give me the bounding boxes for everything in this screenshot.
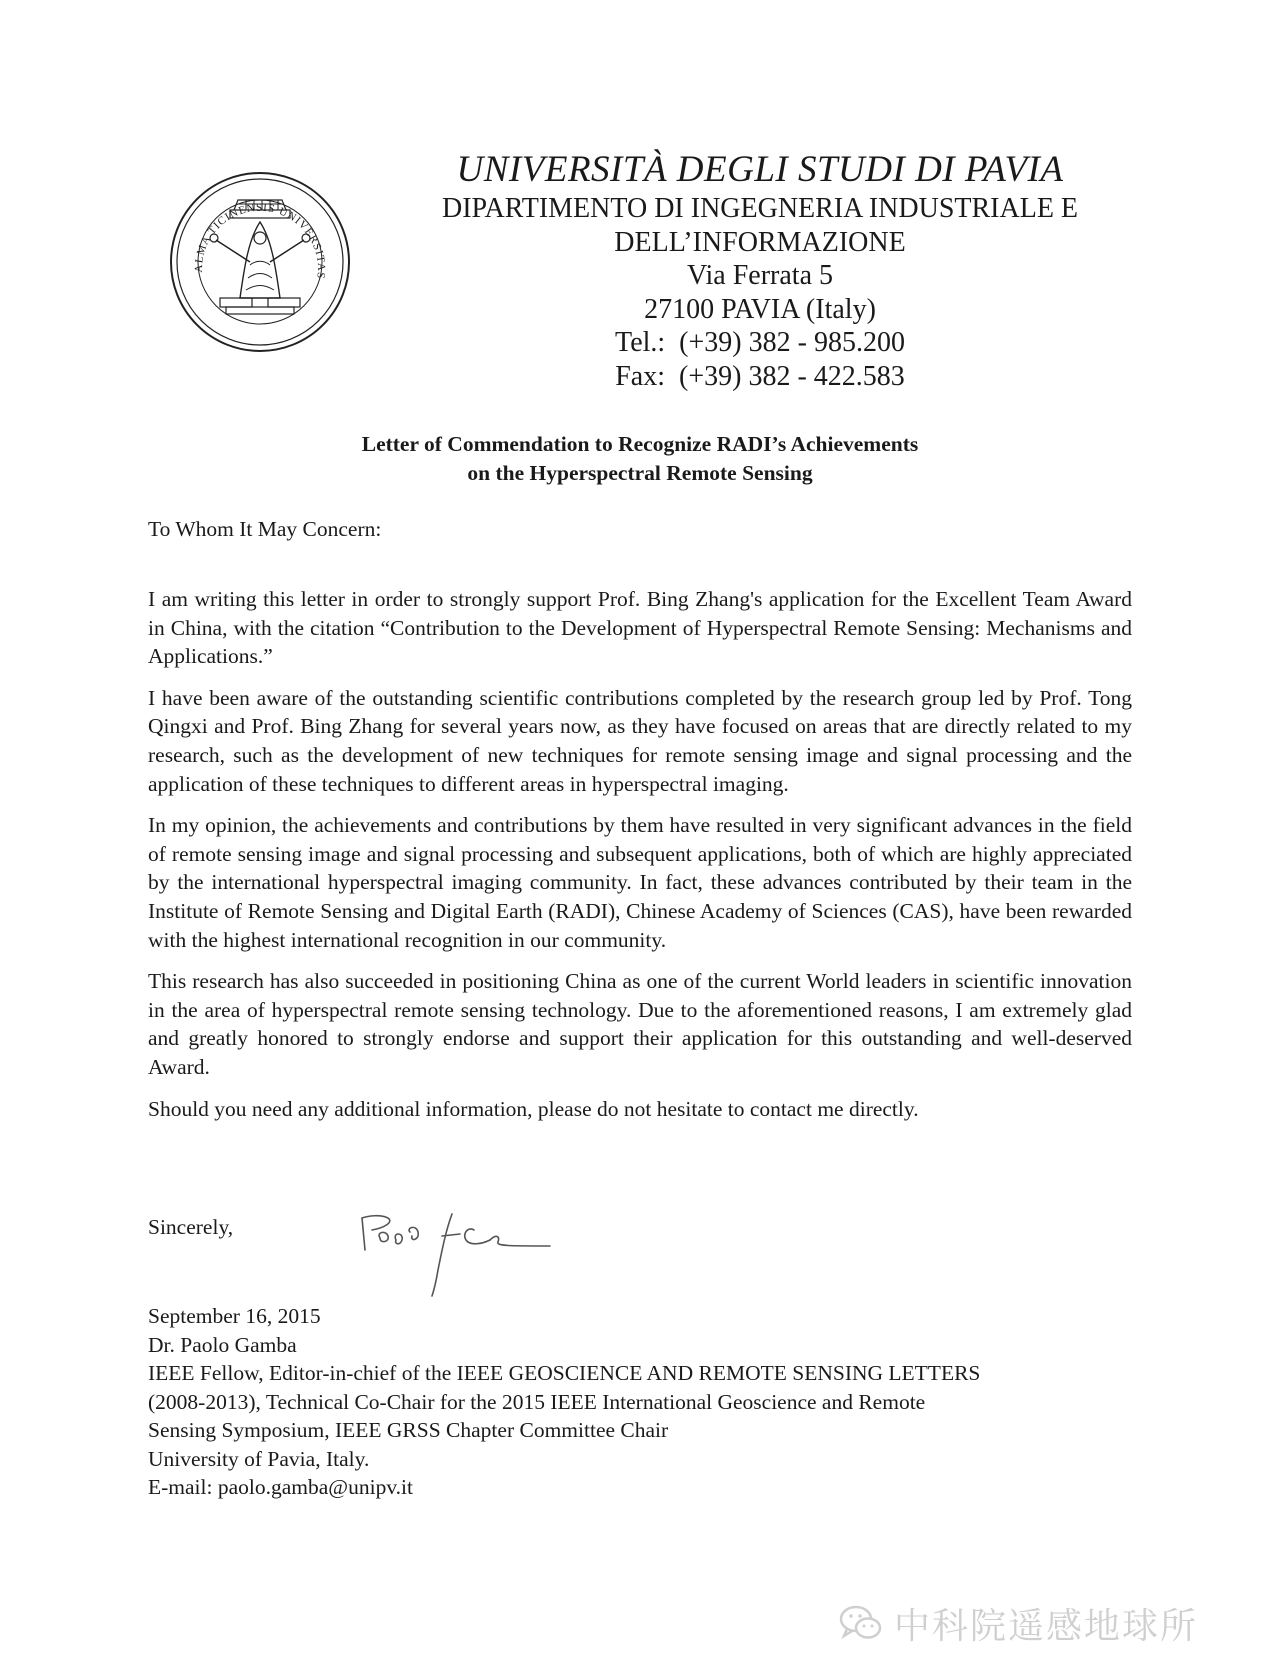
department-line-1: DIPARTIMENTO DI INGEGNERIA INDUSTRIALE E (441, 193, 1079, 224)
telephone: Tel.: (+39) 382 - 985.200 (615, 327, 905, 358)
letter-subject (200, 430, 1080, 488)
signature-block (148, 1302, 1128, 1502)
body-paragraph: This research has also succeeded in positioning China as one of the current World leaders in scientific innovation in the area of hyperspectral remote sensing technology. Due to the aforementioned reasons, I am extremely glad and greatly honored to strongly endorse and support their application for this outstanding and well-deserved Award. (148, 969, 1132, 1079)
signer-affiliation: University of Pavia, Italy. (148, 1446, 370, 1471)
body-paragraph: I have been aware of the outstanding scientific contributions completed by the research group led by Prof. Tong Qingxi and Prof. Bing Zhang for several years now, as they have focused on areas that are directly related to my research, such as the development of new techniques for remote sensing image and signal processing and the application of these techniques to different areas in hyperspectral imaging. (148, 685, 1132, 796)
svg-text:ALMA TICINENSIS UNIVERSITAS (193, 202, 327, 280)
body-paragraph: In my opinion, the achievements and contributions by them have resulted in very significant advances in the field of remote sensing image and signal processing and subsequent applications, both of which are highly appreciated by the international hyperspectral imaging community. In fact, these advances contributed by their team in the Institute of Remote Sensing and Digital Earth (RADI), Chinese Academy of Sciences (CAS), have been rewarded with the highest international recognition in our community. (148, 813, 1132, 952)
body-paragraph: I am writing this letter in order to strongly support Prof. Bing Zhang's application for the Excellent Team Award in China, with the citation “Contribution to the Development of Hyperspectral Remote Sensing: Mechanisms and Applications.” (148, 587, 1132, 669)
letter-date: September 16, 2015 (148, 1304, 321, 1328)
city-address: 27100 PAVIA (Italy) (644, 293, 876, 325)
watermark-text: 中科院遥感地球所 (894, 1605, 1199, 1647)
handwritten-signature (350, 1210, 565, 1300)
salutation: To Whom It May Concern: (148, 517, 382, 541)
body-paragraph: Should you need any additional information, please do not hesitate to contact me directly. (148, 1096, 919, 1121)
fax: Fax: (+39) 382 - 422.583 (615, 360, 905, 392)
wechat-watermark (838, 1598, 1198, 1648)
signer-title-line-2: (2008-2013), Technical Co-Chair for the 2015 IEEE International Geoscience and Remote (148, 1389, 926, 1414)
wechat-icon (838, 1603, 884, 1643)
university-name: UNIVERSITÀ DEGLI STUDI DI PAVIA (456, 149, 1064, 190)
letter-body (148, 585, 1132, 1136)
signer-title-line-1: IEEE Fellow, Editor-in-chief of the IEEE GEOSCIENCE AND REMOTE SENSING LETTERS (148, 1361, 981, 1385)
closing: Sincerely, (148, 1215, 234, 1239)
signer-name: Dr. Paolo Gamba (148, 1332, 297, 1357)
signer-title-line-3: Sensing Symposium, IEEE GRSS Chapter Committee Chair (148, 1418, 669, 1442)
street-address: Via Ferrata 5 (686, 260, 834, 291)
subject-line-2: on the Hyperspectral Remote Sensing (467, 461, 813, 485)
department-line-2: DELL’INFORMAZIONE (614, 226, 906, 258)
university-seal-logo (168, 170, 352, 354)
seal-motto: ALMA TICINENSIS UNIVERSITAS (192, 201, 328, 280)
letterhead (380, 150, 1140, 393)
subject-line-1: Letter of Commendation to Recognize RADI’s Achievements (361, 432, 919, 456)
signer-email: E-mail: paolo.gamba@unipv.it (148, 1475, 414, 1499)
